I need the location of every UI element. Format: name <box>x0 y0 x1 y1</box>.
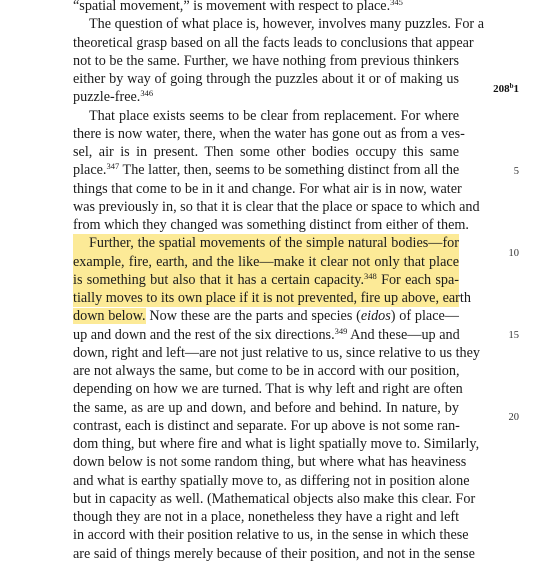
text-run: “spatial movement,” is movement with respect to place. <box>73 0 391 14</box>
text-line: are not always the same, but come to be in accord with our position, <box>73 363 460 379</box>
bekker-page: 208 <box>493 83 510 95</box>
margin-line-number: 5 <box>513 166 519 177</box>
text-line: theoretical grasp based on all the facts leads to conclusions that appear <box>73 34 474 51</box>
text-line: from which they changed was something distinct from either of them. <box>73 217 469 233</box>
text-run: up and down and the rest of the six directions. <box>73 326 335 343</box>
text-line: there is now water, there, when the water has gone out as from a ves- <box>73 125 465 142</box>
bekker-line: 1 <box>513 83 519 95</box>
text-line: down, right and left—are not just relative to us, since relative to us they <box>73 344 480 361</box>
text-line: contrast, each is distinct and separate. For up above is not some ran- <box>73 417 460 434</box>
text-line: depending on how we are turned. That is why left and right are often <box>73 381 463 398</box>
highlighted-line[interactable] <box>73 271 459 289</box>
footnote-marker[interactable]: 348 <box>364 270 377 281</box>
italic-term: eidos <box>360 308 391 325</box>
highlighted-run[interactable]: down below. <box>73 308 146 325</box>
text-line: down below is not some random thing, but where what has heaviness <box>73 454 467 471</box>
text-line: sel, air is in present. Then some other bodies occupy this same <box>73 144 459 160</box>
text-line: That place exists seems to be clear from replacement. For where <box>89 107 459 124</box>
text-line: are said of things merely because of their position, and not in the sense <box>73 545 475 562</box>
text-run: ) of place— <box>390 308 459 325</box>
text-run: puzzle-free. <box>73 89 141 106</box>
text-run: Now these are the parts and species ( <box>145 308 361 325</box>
text-line <box>73 161 459 179</box>
highlighted-line[interactable]: tially moves to its own place if it is not prevented, fire up above, earth <box>73 290 471 306</box>
text-line <box>73 88 459 106</box>
text-run: place. <box>73 162 107 179</box>
margin-line-number: 20 <box>508 412 519 423</box>
text-line: though they are not in a place, nonetheless they have a right and left <box>73 509 460 525</box>
bekker-column: b <box>509 82 514 90</box>
margin-line-number: 15 <box>508 330 519 341</box>
text-line: dom thing, but where fire and what is light spatially move to. Similarly, <box>73 436 480 452</box>
text-line: not to be the same. Further, we have nothing from previous thinkers <box>73 52 459 69</box>
highlighted-line[interactable]: example, fire, earth, and the like—make it clear not only that place <box>73 253 459 270</box>
text-run: The latter, then, seems to be something distinct from all the <box>119 162 460 179</box>
text-line <box>73 307 459 325</box>
text-line <box>73 326 459 344</box>
text-run: And these—up and <box>347 326 460 343</box>
footnote-marker[interactable]: 347 <box>106 161 120 172</box>
footnote-marker[interactable]: 349 <box>334 325 348 336</box>
text-line: but in capacity as well. (Mathematical objects also make this clear. For <box>73 490 476 507</box>
text-run: is something but also that it has a certain capacity. <box>73 271 365 288</box>
footnote-marker[interactable]: 345 <box>390 0 403 7</box>
text-line: and what is earthy spatially move to, as differing not in position alone <box>73 472 470 489</box>
text-run: For each spa- <box>376 271 459 288</box>
text-line <box>73 0 459 15</box>
text-line: The question of what place is, however, involves many puzzles. For a <box>89 16 484 33</box>
text-line: in accord with their position relative to us, in the sense in which these <box>73 527 469 544</box>
text-line: was previously in, so that it is clear that the place or space to which and <box>73 198 480 215</box>
text-line: either by way of going through the puzzles about it or of making us <box>73 71 459 87</box>
highlighted-line[interactable]: Further, the spatial movements of the simple natural bodies—for <box>73 234 459 252</box>
footnote-marker[interactable]: 346 <box>140 88 154 99</box>
body-text <box>73 0 484 563</box>
margin-line-number: 10 <box>508 248 519 259</box>
text-line: the same, as are up and down, and before and behind. In nature, by <box>73 399 459 416</box>
bekker-reference <box>493 83 519 95</box>
text-line: things that come to be in it and change. For what air is in now, water <box>73 180 462 197</box>
